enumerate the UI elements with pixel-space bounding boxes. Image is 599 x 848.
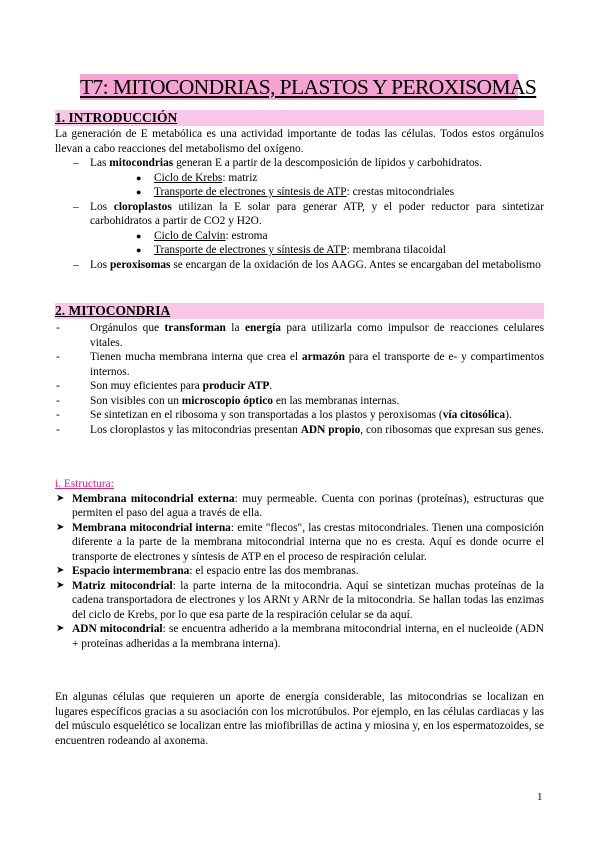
arrow-bullet-icon: ➤ <box>56 565 65 576</box>
intro-paragraph: La generación de E metabólica es una actividad importante de todas las células. Todos estos orgánulos llevan a cabo reacciones del metabolismo del oxígeno. <box>55 128 544 155</box>
dash-marker: - <box>56 394 60 407</box>
subsection-heading-estructura: i. Estructura: <box>55 478 114 490</box>
list-item: ➤ Matriz mitocondrial: la parte interna de la mitocondria. Aquí se sintetizan muchas proteínas de la cadena transportadora de electrones y los ARNt y ARNr de la mitocondria. Se hallan todas las enzimas del ciclo de Krebs, por lo que esa parte de la respiración celular se da aquí. <box>56 579 544 621</box>
estructura-block <box>55 477 544 651</box>
dash-marker: - <box>56 322 60 334</box>
dash-marker: – <box>73 258 79 271</box>
list-item: ➤ Membrana mitocondrial interna: emite "flecos", las crestas mitocondriales. Tienen una composición diferente a la parte de la membrana mitocondrial interna que no es cresta. Aquí es donde ocurre el transporte de electrones y síntesis de ATP en el proceso de respiración celular. <box>56 521 544 563</box>
arrow-bullet-icon: ➤ <box>56 521 65 533</box>
closing-block <box>55 690 544 748</box>
list-item-mitocondrias: – Las mitocondrias generan E a partir de la descomposición de lípidos y carbohidratos. <box>73 157 482 169</box>
dash-marker: - <box>56 409 60 421</box>
list-item: - Son visibles con un microscopio óptico en las membranas internas. <box>56 394 400 407</box>
sub-item-calvin: ● Ciclo de Calvin: estroma <box>136 229 268 242</box>
dash-marker: – <box>73 200 79 213</box>
bullet-icon: ● <box>136 172 142 183</box>
list-item: - Son muy eficientes para producir ATP. <box>56 380 273 392</box>
list-item: - Tienen mucha membrana interna que crea el armazón para el transporte de e- y compartimentos internos. <box>56 351 545 378</box>
sub-item-transporte-tilacoidal: ● Transporte de electrones y síntesis de ATP: membrana tilacoidal <box>136 244 446 256</box>
section-heading-introduccion: 1. INTRODUCCIÓN <box>55 110 544 126</box>
list-item-peroxisomas: – Los peroxisomas se encargan de la oxidación de los AAGG. Antes se encargaban del metabolismo <box>73 258 541 271</box>
closing-paragraph: En algunas células que requieren un aporte de energía considerable, las mitocondrias se localizan en lugares específicos gracias a su asociación con los microtúbulos. Por ejemplo, en las células cardiacas y las del músculo esquelético se localizan entre las miofibrillas de actina y miosina y, en los espermatozoides, se encuentren rodeando al axonema. <box>55 691 544 747</box>
intro-block <box>55 127 544 272</box>
bullet-icon: ● <box>136 230 142 241</box>
list-item: ➤ Membrana mitocondrial externa: muy permeable. Cuenta con porinas (proteínas), estructuras que permiten el paso del agua a través de ella. <box>56 492 544 519</box>
list-item: - Se sintetizan en el ribosoma y son transportadas a los plastos y peroxisomas (vía citosólica). <box>56 409 512 421</box>
dash-marker: - <box>56 351 60 363</box>
dash-marker: – <box>73 157 79 169</box>
sub-item-krebs: ● Ciclo de Krebs: matriz <box>136 171 258 184</box>
list-item: ➤ ADN mitocondrial: se encuentra adherido a la membrana mitocondrial interna, en el nucleoide (ADN + proteínas adheridas a la membrana interna). <box>56 623 545 650</box>
dash-marker: - <box>56 423 60 436</box>
arrow-bullet-icon: ➤ <box>56 492 65 504</box>
page-number: 1 <box>537 791 543 803</box>
section-heading-mitocondria: 2. MITOCONDRIA <box>55 303 544 319</box>
mitocondria-list <box>55 321 544 437</box>
list-item-cloroplastos: – Los cloroplastos utilizan la E solar para generar ATP, y el poder reductor para sintetizar carbohidratos a partir de CO2 y H2O. <box>73 200 545 227</box>
bullet-icon: ● <box>136 187 142 197</box>
list-item: - Los cloroplastos y las mitocondrias presentan ADN propio, con ribosomas que expresan sus genes. <box>56 423 544 436</box>
list-item: ➤ Espacio intermembrana: el espacio entre las dos membranas. <box>56 565 359 577</box>
page-title: T7: MITOCONDRIAS, PLASTOS Y PEROXISOMAS <box>80 75 537 99</box>
dash-marker: - <box>56 380 60 392</box>
sub-item-transporte: ● Transporte de electrones y síntesis de ATP: crestas mitocondriales <box>136 186 455 198</box>
list-item: - Orgánulos que transforman la energía para utilizarla como impulsor de reacciones celulares vitales. <box>56 322 545 349</box>
bullet-icon: ● <box>136 245 142 255</box>
arrow-bullet-icon: ➤ <box>56 579 65 591</box>
arrow-bullet-icon: ➤ <box>56 623 65 634</box>
